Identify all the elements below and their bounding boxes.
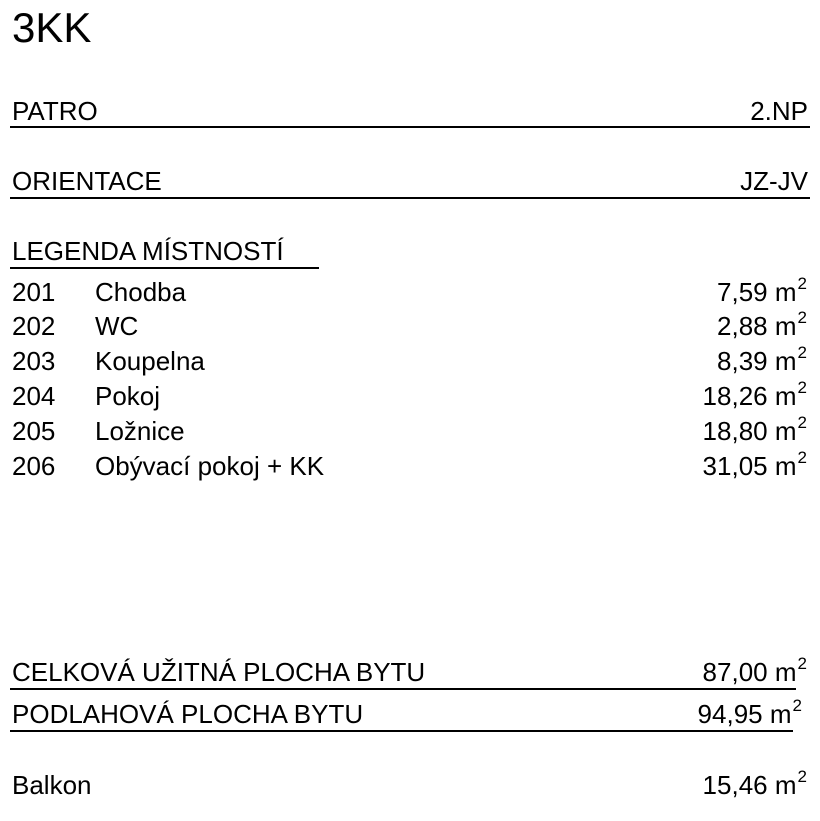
- room-row: [12, 308, 807, 341]
- balcony-label: Balkon: [12, 770, 92, 800]
- legend-title: LEGENDA MÍSTNOSTÍ: [12, 236, 284, 266]
- orientace-divider: [10, 197, 810, 199]
- patro-divider: [10, 126, 810, 128]
- unit-type-title: 3KK: [12, 4, 92, 51]
- floor-area-value: 94,95 $m^2$: [697, 696, 802, 729]
- room-area: 18,26 $m^2$: [702, 378, 807, 411]
- room-name: Chodba: [95, 277, 187, 307]
- total-usable-divider: [10, 688, 796, 690]
- total-usable-value: 87,00 $m^2$: [702, 654, 807, 687]
- room-number: 204: [12, 381, 56, 411]
- room-number: 205: [12, 416, 56, 446]
- room-row: [12, 448, 807, 481]
- room-number: 201: [12, 277, 56, 307]
- legend-title-underline: [10, 267, 319, 269]
- orientace-value: JZ-JV: [740, 166, 808, 196]
- patro-value: 2.NP: [750, 96, 808, 126]
- room-row: [12, 413, 807, 446]
- orientace-label: ORIENTACE: [12, 166, 162, 196]
- room-row: [12, 274, 807, 307]
- room-number: 206: [12, 451, 56, 481]
- room-name: WC: [95, 311, 139, 341]
- total-usable-label: CELKOVÁ UŽITNÁ PLOCHA BYTU: [12, 657, 426, 687]
- room-row: [12, 343, 807, 376]
- room-number: 203: [12, 346, 56, 376]
- room-area: 8,39 $m^2$: [717, 343, 807, 376]
- room-number: 202: [12, 311, 56, 341]
- room-name: Koupelna: [95, 346, 205, 376]
- balcony-value: 15,46 $m^2$: [702, 767, 807, 800]
- room-area: 7,59 $m^2$: [717, 274, 807, 307]
- room-area: 18,80 $m^2$: [702, 413, 807, 446]
- room-name: Obývací pokoj + KK: [95, 451, 325, 481]
- room-name: Pokoj: [95, 381, 161, 411]
- floor-area-divider: [10, 730, 793, 732]
- floor-area-label: PODLAHOVÁ PLOCHA BYTU: [12, 699, 364, 729]
- room-area: 31,05 $m^2$: [702, 448, 807, 481]
- room-area: 2,88 $m^2$: [717, 308, 807, 341]
- patro-label: PATRO: [12, 96, 98, 126]
- room-name: Ložnice: [95, 416, 185, 446]
- room-row: [12, 378, 807, 411]
